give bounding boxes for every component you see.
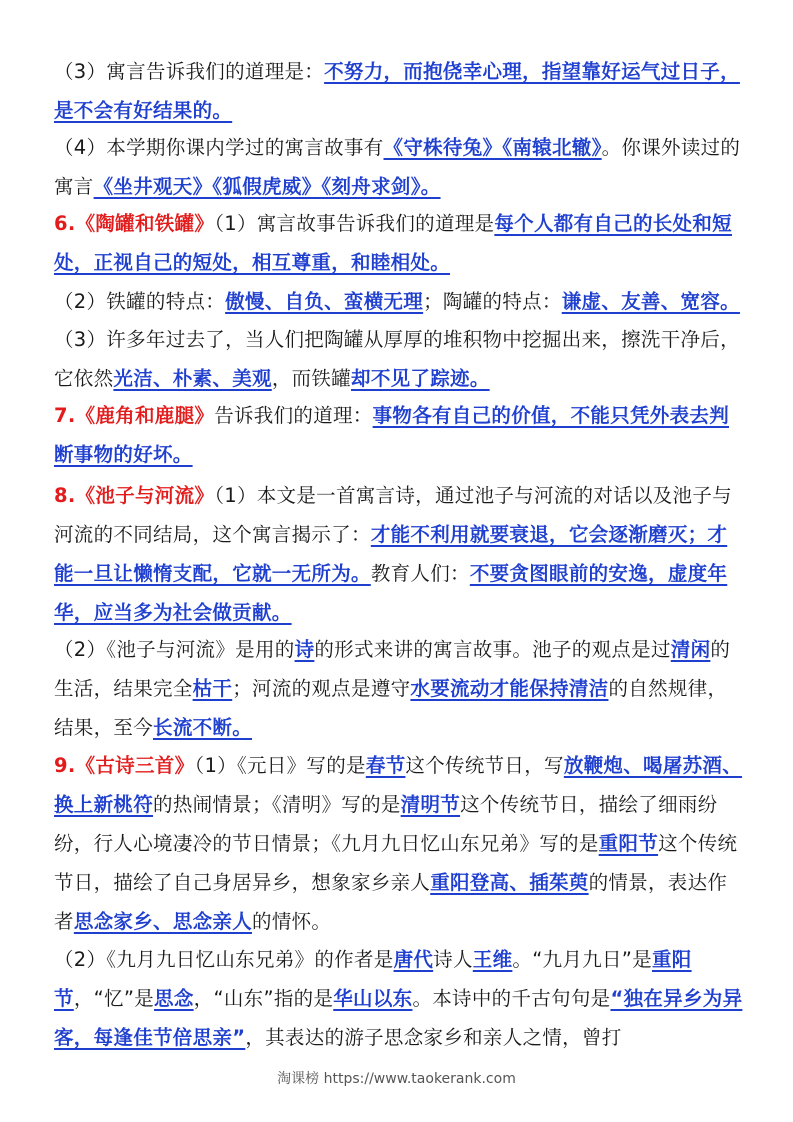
question-text: 的热闹情景；《清明》写的是	[153, 793, 401, 816]
footer-watermark: 淘课榜 https://www.taokerank.com	[277, 1071, 516, 1087]
question-text: （2）《九月九日忆山东兄弟》的作者是	[54, 948, 394, 971]
answer-text: 思念家乡、思念亲人	[73, 910, 253, 933]
answer-text: 重阳节	[54, 948, 692, 1010]
answer-text: 放鞭炮、喝屠苏酒、换上新桃符	[54, 754, 743, 816]
answer-text: 枯干	[192, 677, 233, 700]
question-text: ；河流的观点是遵守	[232, 677, 411, 700]
section-heading: 9.《古诗三首》	[54, 754, 195, 777]
paragraph-fable-lesson	[54, 52, 746, 130]
paragraph-jar-excavated	[54, 320, 746, 398]
answer-text: 思念	[154, 987, 194, 1010]
question-text: 的自然规律，结果，至今	[54, 677, 728, 739]
question-text: （2）铁罐的特点：	[54, 290, 226, 313]
question-text: 的形式来讲的寓言故事。池子的观点是过	[314, 638, 671, 661]
question-text: （1）《元日》写的是	[194, 754, 366, 777]
paragraph-section-9	[54, 746, 746, 941]
paragraph-jar-traits	[54, 282, 746, 321]
answer-text: 每个人都有自己的长处和短处，正视自己的短处，相互尊重，和睦相处。	[54, 212, 732, 274]
paragraph-section-8	[54, 476, 746, 632]
question-text: ，“山东”指的是	[193, 987, 334, 1010]
paragraph-section-6	[54, 204, 746, 282]
answer-text: “独在异乡为异客，每逢佳节倍思亲”	[54, 987, 743, 1049]
question-text: ；陶罐的特点：	[423, 290, 562, 313]
question-text: 诗人	[433, 948, 473, 971]
paragraph-section-7	[54, 396, 746, 474]
question-text: 。本诗中的千古句句是	[412, 987, 611, 1010]
question-text: （1）寓言故事告诉我们的道理是	[214, 212, 495, 235]
answer-text: 水要流动才能保持清洁	[410, 677, 609, 700]
question-text: 这个传统节日，写	[405, 754, 564, 777]
answer-text: 却不见了踪迹。	[351, 367, 490, 390]
answer-text: 重阳节	[598, 832, 659, 855]
answer-text: 不要贪图眼前的安逸，虚度年华，应当多为社会做贡献。	[54, 562, 728, 624]
answer-text: 王维	[472, 948, 513, 971]
answer-text: 《坐井观天》《狐假虎威》《刻舟求剑》。	[93, 175, 441, 198]
answer-text: 光洁、朴素、美观	[113, 367, 272, 390]
question-text: ，其表达的游子思念家乡和亲人之情，曾打	[245, 1026, 622, 1049]
question-text: （3）许多年过去了，当人们把陶罐从厚厚的堆积物中挖掘出来，擦洗干净后，它依然	[54, 328, 740, 390]
section-heading: 8.《池子与河流》	[54, 484, 215, 507]
question-text: 的情景，表达作者	[54, 871, 728, 933]
answer-text: 长流不断。	[153, 716, 253, 739]
paragraph-pond-river	[54, 630, 746, 747]
section-heading: 6.《陶罐和铁罐》	[54, 212, 215, 235]
question-text: ，而铁罐	[271, 367, 352, 390]
question-text: ，“忆”是	[73, 987, 155, 1010]
question-text: （2）《池子与河流》是用的	[54, 638, 295, 661]
answer-text: 清明节	[400, 793, 461, 816]
question-text: 的生活，结果完全	[54, 638, 731, 700]
answer-text: 《守株待兔》《南辕北辙》	[383, 136, 602, 159]
answer-text: 不努力，而抱侥幸心理，指望靠好运气过日子，是不会有好结果的。	[54, 60, 740, 122]
question-text: 的情怀。	[252, 910, 332, 933]
paragraph-fables-read	[54, 128, 746, 206]
question-text: 这个传统节日，描绘了自己身居异乡，想象家乡亲人	[54, 832, 738, 894]
paragraph-poem-author	[54, 940, 746, 1057]
question-text: 这个传统节日，描绘了细雨纷纷，行人心境凄冷的节日情景；《九月九日忆山东兄弟》写的是	[54, 793, 718, 855]
section-heading: 7.《鹿角和鹿腿》	[54, 404, 215, 427]
question-text: 告诉我们的道理：	[214, 404, 373, 427]
question-text: （3）寓言告诉我们的道理是：	[54, 60, 325, 83]
question-text: （1）本文是一首寓言诗，通过池子与河流的对话以及池子与河流的不同结局，这个寓言揭示了：	[54, 484, 732, 546]
answer-text: 傲慢、自负、蛮横无理	[225, 290, 424, 313]
question-text: （4）本学期你课内学过的寓言故事有	[54, 136, 384, 159]
question-text: 。“九月九日”是	[512, 948, 652, 971]
answer-text: 才能不利用就要衰退，它会逐渐磨灭；才能一旦让懒惰支配，它就一无所为。	[54, 523, 728, 585]
answer-text: 重阳登高、插茱萸	[430, 871, 589, 894]
answer-text: 事物各有自己的价值，不能只凭外表去判断事物的好坏。	[54, 404, 729, 466]
question-text: 。你课外读过的寓言	[54, 136, 741, 198]
answer-text: 清闲	[670, 638, 711, 661]
answer-text: 唐代	[393, 948, 434, 971]
question-text: 教育人们：	[370, 562, 470, 585]
answer-text: 春节	[365, 754, 406, 777]
answer-text: 诗	[294, 638, 315, 661]
answer-text: 谦虚、友善、宽容。	[561, 290, 740, 313]
answer-text: 华山以东	[333, 987, 413, 1010]
